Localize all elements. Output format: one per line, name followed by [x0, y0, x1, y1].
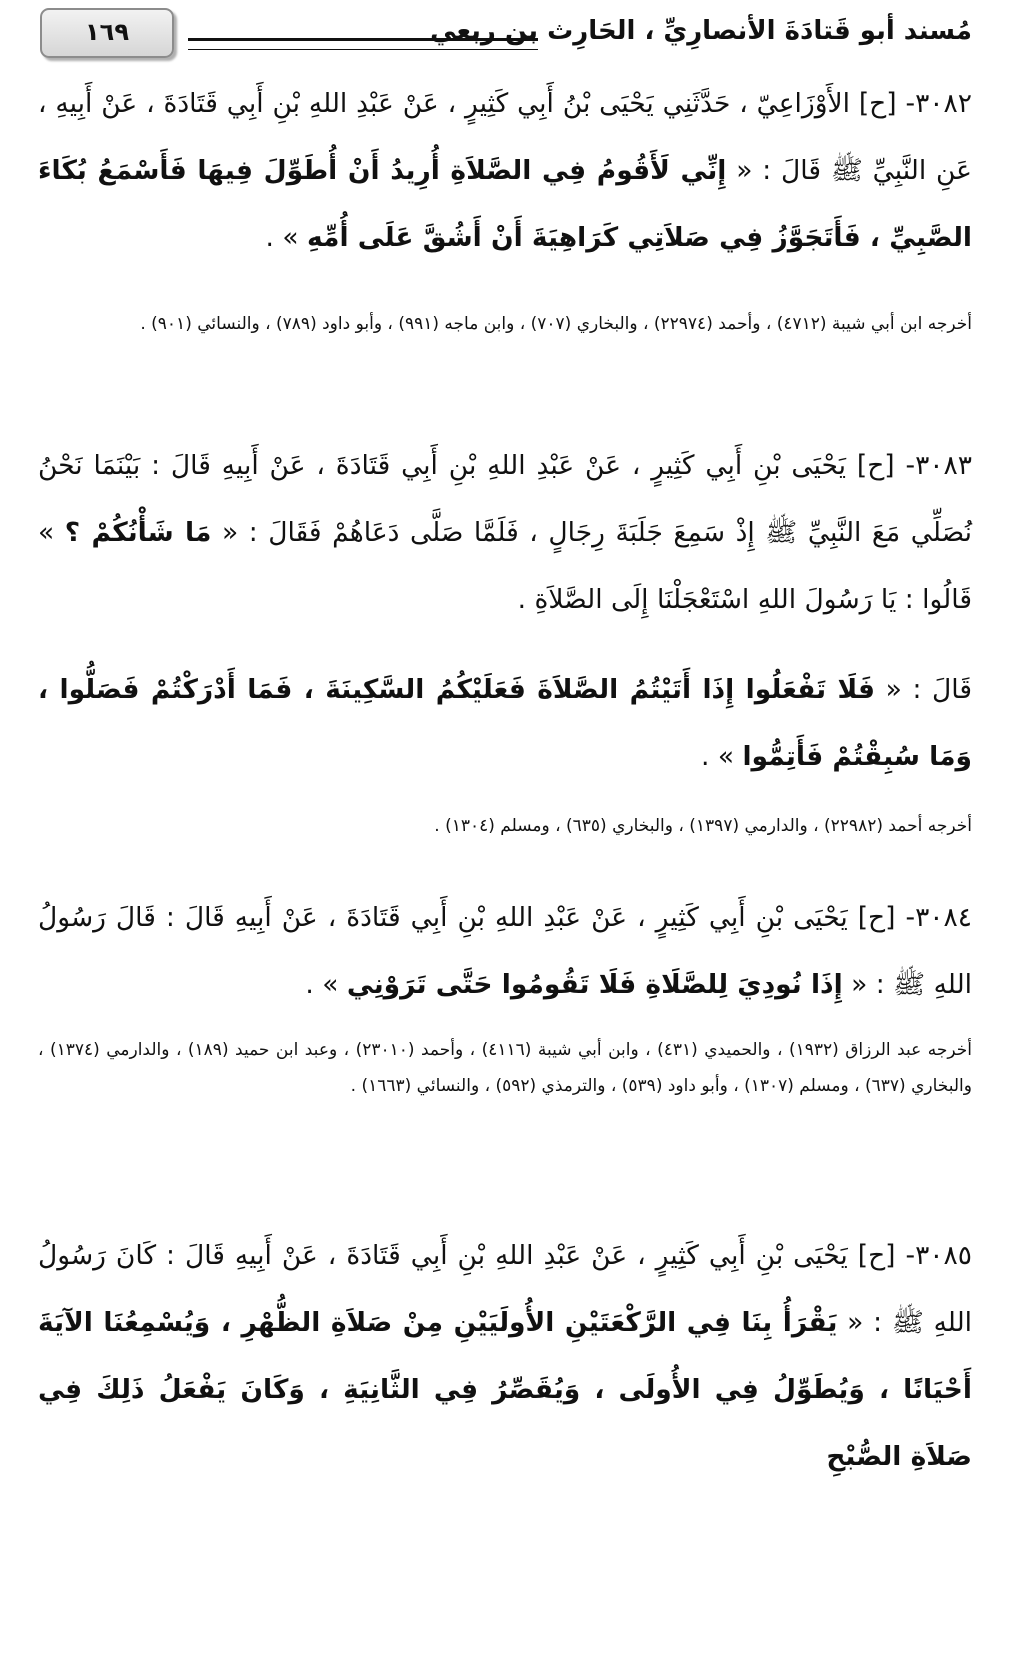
hadith-number: ٣٠٨٥- [905, 1240, 972, 1271]
hadith-ending: » . [305, 969, 347, 1000]
hadith-3083-continuation [38, 656, 972, 790]
hadith-ending: » قَالُوا : يَا رَسُولَ اللهِ اسْتَعْجَلْنَا إِلَى الصَّلاَةِ . [38, 517, 972, 615]
running-title: مُسند أبو قَتادَةَ الأنصارِيِّ ، الحَارِث بن ربعي [430, 16, 972, 46]
hadith-matn: إِنِّي لَأَقُومُ فِي الصَّلاَةِ أُرِيدُ أَنْ أُطَوِّلَ فِيهَا فَأَسْمَعُ بُكَاءَ الصَّبِيِّ ، فَأَتَجَوَّزُ فِي صَلاَتِي كَرَاهِيَةَ أَنْ أَشُقَّ عَلَى أُمِّهِ [38, 155, 972, 253]
page-number-badge [40, 8, 174, 58]
hadith-3083 [38, 432, 972, 633]
hadith-isnad: [ح] يَحْيَى بْنِ أَبِي كَثِيرٍ ، عَنْ عَبْدِ اللهِ بْنِ أَبِي قَتَادَةَ ، عَنْ أَبِيهِ قَالَ : كَانَ رَسُولُ اللهِ ﷺ : « [38, 1240, 973, 1338]
hadith-3082 [38, 70, 972, 271]
hadith-ending: » . [700, 741, 743, 772]
takhrij-3084: أخرجه عبد الرزاق (١٩٣٢) ، والحميدي (٤٣١) ، وابن أبي شيبة (٤١١٦) ، وأحمد (٢٣٠١٠) ، وعبد ابن حميد (١٨٩) ، والدارمي (١٣٧٤) ، والبخاري (٦٣٧) ، ومسلم (١٣٠٧) ، وأبو داود (٥٣٩) ، والترمذي (٥٩٢) ، والنسائي (١٦٦٣) . [38, 1040, 972, 1096]
hadith-number: ٣٠٨٣- [905, 450, 972, 481]
hadith-isnad: [ح] يَحْيَى بْنِ أَبِي كَثِيرٍ ، عَنْ عَبْدِ اللهِ بْنِ أَبِي قَتَادَةَ ، عَنْ أَبِيهِ قَالَ : بَيْنَمَا نَحْنُ نُصَلِّي مَعَ النَّبِيِّ ﷺ إِذْ سَمِعَ جَلَبَةَ رِجَالٍ ، فَلَمَّا صَلَّى دَعَاهُمْ فَقَالَ : « [38, 450, 973, 548]
hadith-quote-intro: قَالَ : « [875, 674, 972, 705]
book-page [38, 0, 972, 1657]
hadith-3084 [38, 884, 972, 1018]
page-header [38, 4, 972, 60]
hadith-matn: إِذَا نُودِيَ لِلصَّلَاةِ فَلَا تَقُومُوا حَتَّى تَرَوْنِي [346, 969, 843, 1000]
takhrij-3082: أخرجه ابن أبي شيبة (٤٧١٢) ، وأحمد (٢٢٩٧٤) ، والبخاري (٧٠٧) ، وابن ماجه (٩٩١) ، وأبو داود (٧٨٩) ، والنسائي (٩٠١) . [140, 314, 972, 334]
hadith-isnad: [ح] يَحْيَى بْنِ أَبِي كَثِيرٍ ، عَنْ عَبْدِ اللهِ بْنِ أَبِي قَتَادَةَ ، عَنْ أَبِيهِ قَالَ : قَالَ رَسُولُ اللهِ ﷺ : « [38, 902, 972, 1000]
page-number: ١٦٩ [85, 18, 129, 46]
hadith-isnad: [ح] الأَوْزَاعِيّ ، حَدَّثَنِي يَحْيَى بْنُ أَبِي كَثِيرٍ ، عَنْ عَبْدِ اللهِ بْنِ أَبِي قَتَادَةَ ، عَنْ أَبِيهِ ، عَنِ النَّبِيِّ ﷺ قَالَ : « [38, 88, 972, 186]
hadith-number: ٣٠٨٤- [905, 902, 972, 933]
hadith-matn: فَلَا تَفْعَلُوا إِذَا أَتَيْتُمُ الصَّلاَةَ فَعَلَيْكُمُ السَّكِينَةَ ، فَمَا أَدْرَكْتُمْ فَصَلُّوا ، وَمَا سُبِقْتُمْ فَأَتِمُّوا [38, 674, 972, 772]
hadith-3085 [38, 1222, 972, 1490]
takhrij-3083: أخرجه أحمد (٢٢٩٨٢) ، والدارمي (١٣٩٧) ، والبخاري (٦٣٥) ، ومسلم (١٣٠٤) . [434, 816, 972, 836]
hadith-ending: » . [265, 222, 307, 253]
header-rule [188, 38, 538, 50]
hadith-number: ٣٠٨٢- [905, 88, 972, 119]
hadith-matn: مَا شَأْنُكُمْ ؟ [64, 517, 212, 548]
hadith-matn: يَقْرَأُ بِنَا فِي الرَّكْعَتَيْنِ الأُولَيَيْنِ مِنْ صَلاَةِ الظُّهْرِ ، وَيُسْمِعُنَا الآيَةَ أَحْيَانًا ، وَيُطَوِّلُ فِي الأُولَى ، وَيُقَصِّرُ فِي الثَّانِيَةِ ، وَكَانَ يَفْعَلُ ذَلِكَ فِي صَلاَةِ الصُّبْحِ [38, 1307, 972, 1472]
